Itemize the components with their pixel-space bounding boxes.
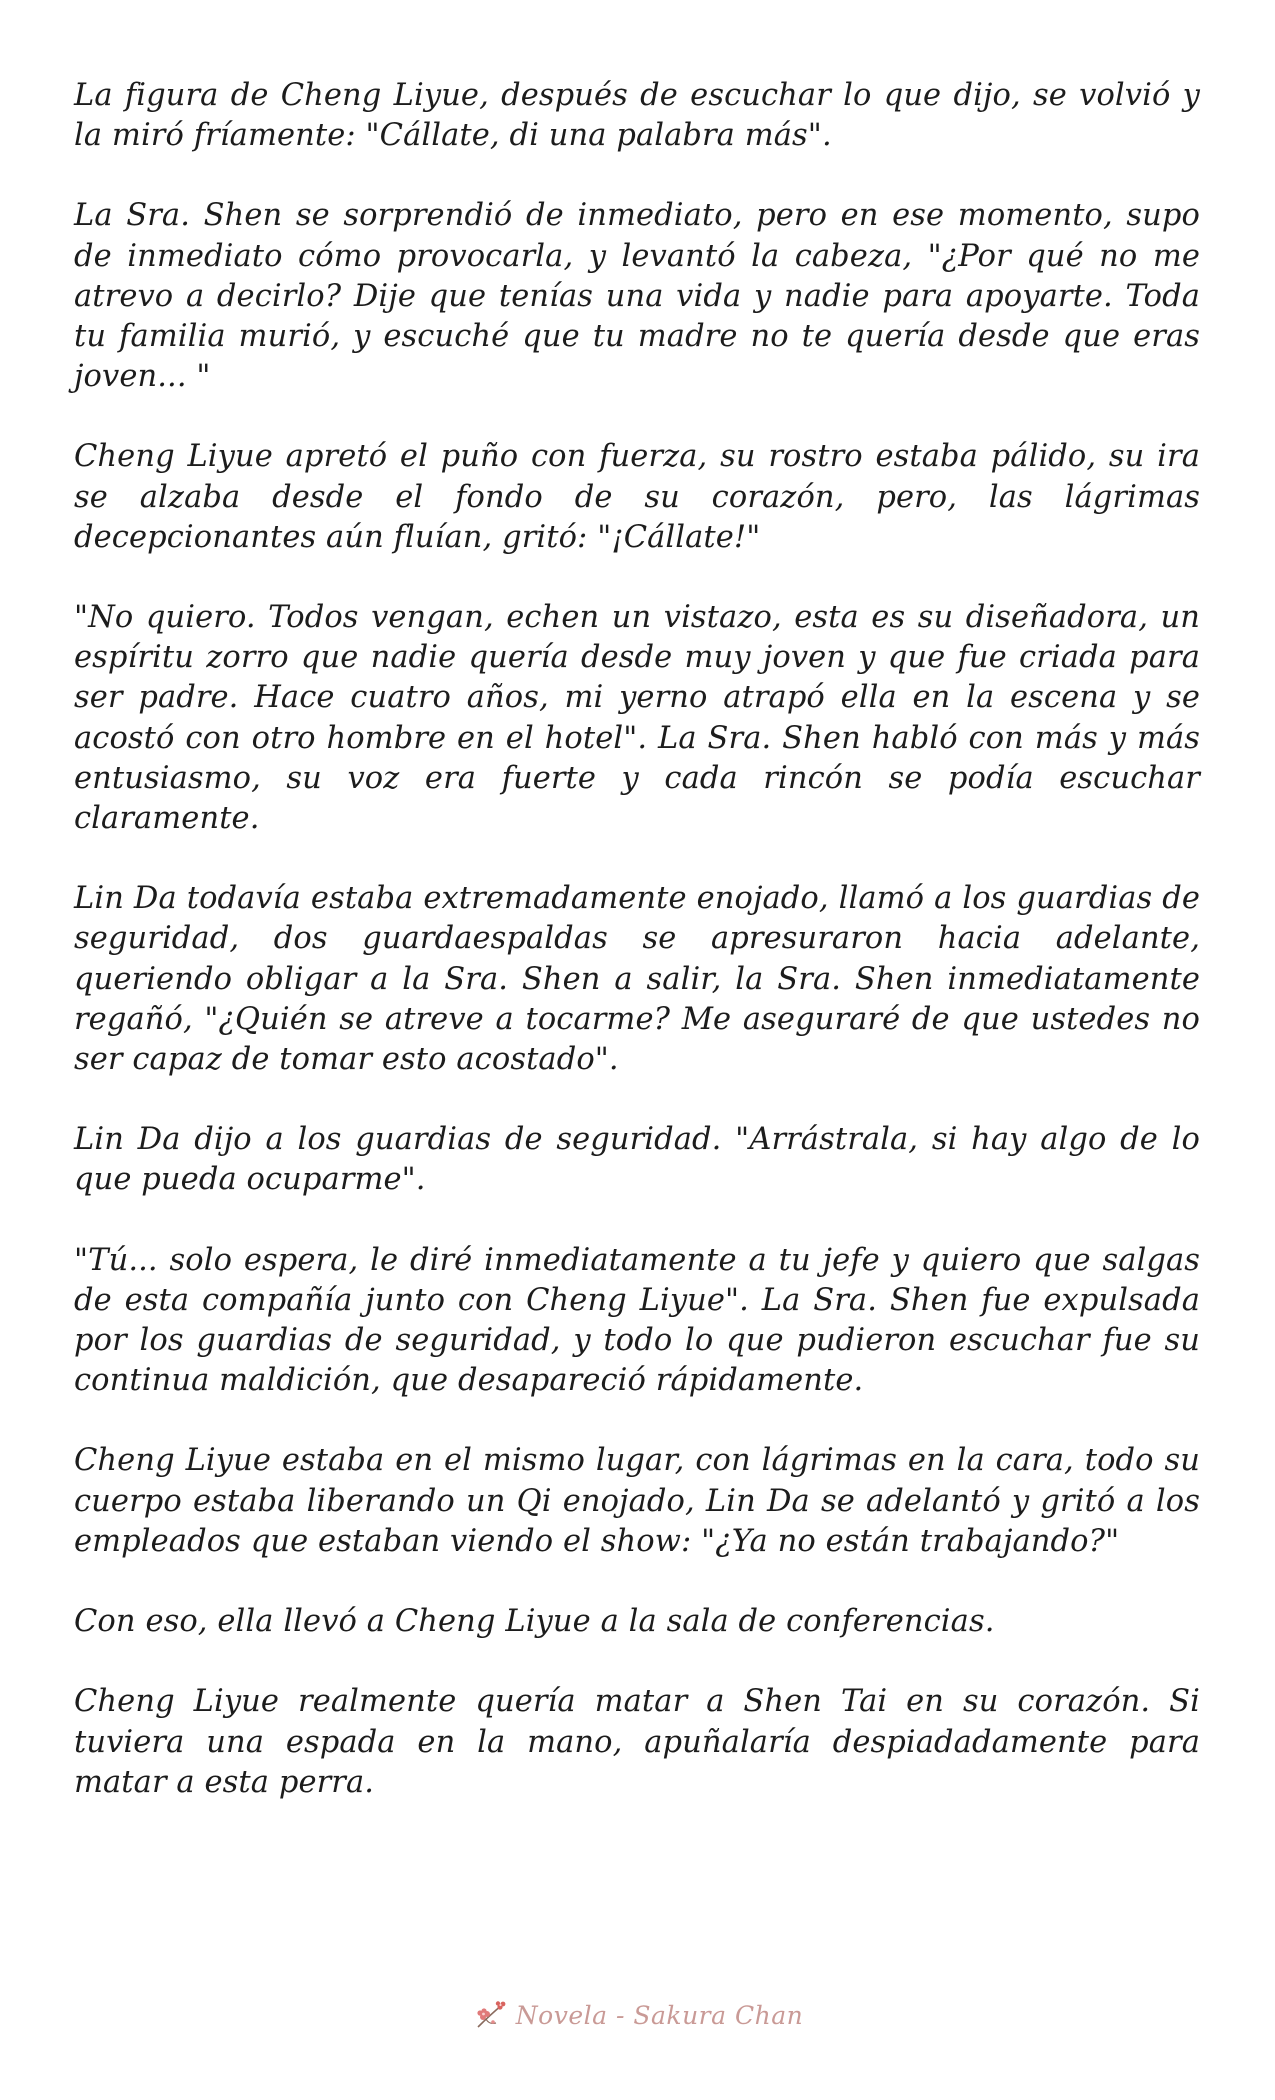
paragraph-2: La Sra. Shen se sorprendió de inmediato, pero en ese momento, supo de inmediato cómo provocarla, y levantó la cabeza, "¿Por qué no me atrevo a decirlo? Dije que tenías una vida y nadie para apoyarte. Toda tu familia murió, y escuché que tu madre no te quería desde que eras joven... " — [74, 198, 1200, 395]
paragraph-10: Cheng Liyue realmente quería matar a Shen Tai en su corazón. Si tuviera una espada en la mano, apuñalaría despiadadamente para matar a esta perra. — [74, 1684, 1200, 1800]
paragraph-7: "Tú... solo espera, le diré inmediatamente a tu jefe y quiero que salgas de esta compañía junto con Cheng Liyue". La Sra. Shen fue expulsada por los guardias de seguridad, y todo lo que pudieron escuchar fue su continua maldición, que desapareció rápidamente. — [74, 1242, 1200, 1399]
paragraph-9: Con eso, ella llevó a Cheng Liyue a la sala de conferencias. — [74, 1604, 995, 1640]
footer-watermark — [0, 1990, 1275, 2040]
paragraph-1: La figura de Cheng Liyue, después de escuchar lo que dijo, se volvió y la miró fríamente: "Cállate, di una palabra más". — [74, 78, 1200, 154]
sakura-flower-icon — [472, 1997, 510, 2033]
document-body — [74, 76, 1200, 1843]
paragraph-3: Cheng Liyue apretó el puño con fuerza, su rostro estaba pálido, su ira se alzaba desde el fondo de su corazón, pero, las lágrimas decepcionantes aún fluían, gritó: "¡Cállate!" — [74, 439, 1200, 555]
paragraph-8: Cheng Liyue estaba en el mismo lugar, con lágrimas en la cara, todo su cuerpo estaba liberando un Qi enojado, Lin Da se adelantó y gritó a los empleados que estaban viendo el show: "¿Ya no están trabajando?" — [74, 1443, 1200, 1559]
paragraph-6: Lin Da dijo a los guardias de seguridad. "Arrástrala, si hay algo de lo que pueda ocuparme". — [74, 1122, 1200, 1198]
paragraph-4: "No quiero. Todos vengan, echen un vistazo, esta es su diseñadora, un espíritu zorro que nadie quería desde muy joven y que fue criada para ser padre. Hace cuatro años, mi yerno atrapó ella en la escena y se acostó con otro hombre en el hotel". La Sra. Shen habló con más y más entusiasmo, su voz era fuerte y cada rincón se podía escuchar claramente. — [74, 600, 1200, 837]
paragraph-5: Lin Da todavía estaba extremadamente enojado, llamó a los guardias de seguridad, dos guardaespaldas se apresuraron hacia adelante, queriendo obligar a la Sra. Shen a salir, la Sra. Shen inmediatamente regañó, "¿Quién se atreve a tocarme? Me aseguraré de que ustedes no ser capaz de tomar esto acostado". — [74, 881, 1200, 1078]
footer-text: Novela - Sakura Chan — [515, 2000, 804, 2030]
